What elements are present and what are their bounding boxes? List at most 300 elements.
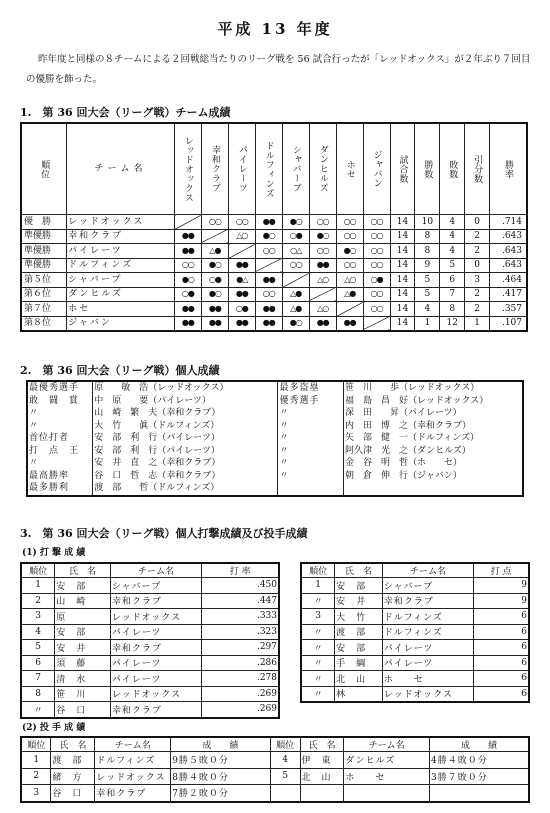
table-cell: 8勝４敗０分 [171,768,270,785]
table-cell: 渡 部 [51,752,95,769]
award-winner: 山 崎 繁 夫（幸和クラブ） [93,407,278,420]
table-row [301,609,529,625]
table-cell: パイレーツ [110,624,202,640]
match-result-cell: ●● [309,316,336,331]
table-cell: 〃 [301,593,335,609]
section-2-title: 2. 第 36 回大会（リーグ戦）個人成績 [20,364,220,377]
rank-cell: 準優勝 [21,229,67,244]
table-cell: .269 [202,702,279,718]
rank-cell: 第８位 [21,316,67,331]
match-result-cell [282,273,309,288]
table-cell: 9 [474,578,529,594]
award-winner: 福 島 昌 好（レッドオックス） [344,395,523,408]
table-row [301,671,529,687]
award-row [27,395,523,408]
table-cell: 5 [21,640,55,656]
stat-column-header: 敗数 [440,123,465,215]
match-result-cell [174,215,201,230]
table-cell: 5 [270,768,300,785]
table-cell: 安 部 [55,624,111,640]
column-header: 氏 名 [335,563,383,578]
match-result-cell: ●○ [201,258,228,273]
table-row [21,768,529,785]
intro-text: 昨年度と同様の８チームによる２回戦総当たりのリーグ戦を 56 試合行ったが「レッドオックス」が２年ぶり７回目の優勝を飾った。 [26,54,531,85]
table-cell: .323 [202,624,279,640]
award-title [278,482,344,496]
match-result-cell: ●● [255,273,282,288]
match-result-cell: ○○ [201,215,228,230]
table-cell: 6 [474,686,529,702]
stat-cell: 8 [440,302,465,317]
standings-row [21,215,527,230]
match-result-cell [363,316,390,331]
rank-cell: 準優勝 [21,258,67,273]
table-row [21,578,279,594]
match-result-cell: ○○ [174,258,201,273]
table-cell: 山 崎 [55,593,111,609]
stat-cell: 12 [440,316,465,331]
table-cell: 4勝４敗０分 [429,752,529,769]
award-winner: 安 井 直 之（幸和クラブ） [93,457,278,470]
award-title: 最優秀選手 [27,381,93,395]
table-cell: 7 [21,671,55,687]
table-cell: パイレーツ [382,655,473,671]
table-cell: 1 [301,578,335,594]
table-row [301,655,529,671]
table-row [21,752,529,769]
match-result-cell: ○○ [363,215,390,230]
table-cell: .333 [202,609,279,625]
table-cell: .278 [202,671,279,687]
table-cell: 幸和クラブ [110,702,202,718]
win-pct-cell: .714 [490,215,527,230]
table-cell: 谷 口 [55,702,111,718]
table-cell: レッドオックス [382,686,473,702]
award-title: 最多盗塁 [278,381,344,395]
table-row [301,640,529,656]
award-title: 首位打者 [27,432,93,445]
match-result-cell: ●● [309,258,336,273]
match-result-cell: ○○ [363,258,390,273]
table-cell: 〃 [301,624,335,640]
table-cell: 〃 [21,702,55,718]
stat-cell: 14 [390,287,415,302]
award-title: 〃 [278,457,344,470]
table-cell: 6 [474,640,529,656]
stat-column-header: 勝数 [415,123,440,215]
match-result-cell: △● [336,287,363,302]
table-cell: 安 井 [55,640,111,656]
stat-cell: 3 [465,273,490,288]
table-cell: .450 [202,578,279,594]
pitching-header [21,737,529,752]
match-result-cell: ●● [255,302,282,317]
match-result-cell: △○ [228,229,255,244]
stat-cell: 2 [465,302,490,317]
stat-cell: 5 [440,258,465,273]
team-column-header: ホセ [336,123,363,215]
match-result-cell: ●○ [174,273,201,288]
column-header: チーム名 [110,563,202,578]
award-title: 最高勝率 [27,470,93,483]
stat-cell: 8 [415,244,440,259]
award-winner: 渡 部 哲（ドルフィンズ） [93,482,278,496]
match-result-cell: ○○ [363,244,390,259]
stat-cell: 1 [465,316,490,331]
table-cell: 安 部 [55,578,111,594]
table-cell: .297 [202,640,279,656]
table-cell: 1 [21,578,55,594]
award-row [27,381,523,395]
table-cell: 安 部 [335,640,383,656]
table-cell: 7勝２敗０分 [171,785,270,802]
table-cell [270,785,300,802]
table-cell: 2 [21,768,51,785]
stat-cell: 7 [440,287,465,302]
win-pct-cell: .107 [490,316,527,331]
table-cell: ドルフィンズ [382,624,473,640]
team-column-header: ジャバン [363,123,390,215]
award-winner: 中 原 要（パイレーツ） [93,395,278,408]
team-cell: ホセ [67,302,175,317]
match-result-cell [336,302,363,317]
table-cell: 手 綱 [335,655,383,671]
standings-row [21,302,527,317]
stat-cell: 4 [440,229,465,244]
match-result-cell: ●△ [228,273,255,288]
team-column-header: 幸和クラブ [201,123,228,215]
award-title: 〃 [27,407,93,420]
win-pct-cell: .643 [490,229,527,244]
match-result-cell: ●● [201,316,228,331]
match-result-cell: ●● [174,229,201,244]
match-result-cell: ●● [228,287,255,302]
table-cell: 4 [270,752,300,769]
award-row [27,470,523,483]
award-row [27,482,523,496]
stat-cell: 0 [465,215,490,230]
match-result-cell: ●● [228,316,255,331]
standings-row [21,244,527,259]
match-result-cell: ○○ [255,244,282,259]
stat-column-header: 引分数 [465,123,490,215]
match-result-cell: ○○ [309,215,336,230]
match-result-cell [201,229,228,244]
match-result-cell: ○● [363,273,390,288]
table-cell: 9勝５敗０分 [171,752,270,769]
batting-subtitle: (1) 打 撃 成 績 [22,548,86,558]
standings-row [21,287,527,302]
stat-cell: 14 [390,244,415,259]
award-title: 最多勝利 [27,482,93,496]
award-title: 〃 [278,407,344,420]
rank-cell: 第５位 [21,273,67,288]
table-cell: 6 [474,624,529,640]
rank-cell: 第７位 [21,302,67,317]
win-pct-cell: .357 [490,302,527,317]
table-cell: 9 [474,593,529,609]
match-result-cell: △○ [309,302,336,317]
table-cell: 〃 [301,640,335,656]
stat-cell: 14 [390,302,415,317]
pitching-body [21,752,529,802]
match-result-cell: ○○ [363,302,390,317]
table-cell: シャバーブ [110,578,202,594]
table-cell: 林 [335,686,383,702]
match-result-cell: ●● [174,316,201,331]
award-title: 〃 [278,470,344,483]
table-cell: 安 井 [335,593,383,609]
match-result-cell [255,258,282,273]
team-column-header: シャバーブ [282,123,309,215]
award-row [27,432,523,445]
pitching-table [20,736,530,803]
stat-cell: 2 [465,244,490,259]
column-header: 打 点 [474,563,529,578]
table-cell: 6 [21,655,55,671]
stat-cell: 14 [390,229,415,244]
table-cell: 安 部 [335,578,383,594]
award-title: 〃 [278,420,344,433]
stat-column-header: 試合数 [390,123,415,215]
table-cell: 8 [21,686,55,702]
table-cell: 幸和クラブ [382,593,473,609]
match-result-cell: ●● [174,302,201,317]
award-winner [344,482,523,496]
team-column-header: パイレーツ [228,123,255,215]
table-cell: 6 [474,671,529,687]
award-winner: 安 部 利 行（パイレーツ） [93,432,278,445]
table-row [21,609,279,625]
team-column-header: ダンヒルズ [309,123,336,215]
team-column-header: レッドオックス [174,123,201,215]
column-header: チーム名 [95,737,171,752]
column-header: チーム名 [344,737,430,752]
table-cell: シャバーブ [382,578,473,594]
team-cell: ドルフィンズ [67,258,175,273]
batting-average-header [21,563,279,578]
match-result-cell: ○○ [363,287,390,302]
table-cell: 2 [21,593,55,609]
award-winner: 安 部 利 行（パイレーツ） [93,445,278,458]
win-pct-cell: .417 [490,287,527,302]
match-result-cell: ○○ [363,229,390,244]
table-cell: 3 [301,609,335,625]
table-cell [429,785,529,802]
win-pct-cell: .464 [490,273,527,288]
table-cell: .447 [202,593,279,609]
team-cell: パイレーツ [67,244,175,259]
table-cell [300,785,344,802]
award-winner: 内 田 博 之（幸和クラブ） [344,420,523,433]
stat-cell: 8 [415,229,440,244]
table-cell: ホ セ [382,671,473,687]
match-result-cell: ○● [282,229,309,244]
stat-cell: 4 [415,302,440,317]
column-header: 順位 [301,563,335,578]
table-row [21,593,279,609]
stat-cell: 5 [415,273,440,288]
stat-cell: 6 [440,273,465,288]
table-cell: 渡 部 [335,624,383,640]
table-cell: 須 藤 [55,655,111,671]
table-cell: 3 [21,785,51,802]
table-cell: パイレーツ [110,655,202,671]
table-row [21,671,279,687]
stat-cell: 4 [440,215,465,230]
stat-cell: 2 [465,229,490,244]
award-row [27,445,523,458]
column-header: 順位 [270,737,300,752]
stat-column-header: 勝率 [490,123,527,215]
pitching-subtitle: (2) 投 手 成 績 [22,723,86,733]
stat-cell: 4 [440,244,465,259]
stat-cell: 0 [465,258,490,273]
standings-header-row [21,123,527,215]
award-winner: 谷 口 哲 志（幸和クラブ） [93,470,278,483]
match-result-cell: ○● [201,273,228,288]
stat-cell: 14 [390,215,415,230]
match-result-cell: ●● [255,215,282,230]
win-pct-cell: .643 [490,244,527,259]
stat-cell: 5 [415,287,440,302]
table-cell: 〃 [301,655,335,671]
award-winner: 矢 部 健 一（ドルフィンズ） [344,432,523,445]
award-winner: 朝 倉 伸 行（ジャバン） [344,470,523,483]
match-result-cell: △○ [309,273,336,288]
column-header: 氏 名 [55,563,111,578]
match-result-cell: ●● [228,258,255,273]
rank-cell: 優 勝 [21,215,67,230]
award-title: 優秀選手 [278,395,344,408]
win-pct-cell: .643 [490,258,527,273]
match-result-cell: ●● [201,302,228,317]
table-row [21,785,529,802]
table-cell: ホ セ [344,768,430,785]
match-result-cell: ●● [174,244,201,259]
stat-cell: 14 [390,316,415,331]
match-result-cell: ●○ [336,244,363,259]
rank-header: 順位 [21,123,67,215]
award-winner: 原 敏 浩（レッドオックス） [93,381,278,395]
table-row [21,640,279,656]
table-cell [344,785,430,802]
stat-cell: 1 [415,316,440,331]
table-cell: 3勝７敗０分 [429,768,529,785]
table-cell: 谷 口 [51,785,95,802]
award-title: 〃 [27,420,93,433]
table-cell: 清 水 [55,671,111,687]
standings-row [21,316,527,331]
section-3-title: 3. 第 36 回大会（リーグ戦）個人打撃成績及び投手成績 [20,527,308,540]
standings-table [20,122,528,332]
table-cell: ダンヒルズ [344,752,430,769]
column-header: チーム名 [382,563,473,578]
match-result-cell: ●○ [201,287,228,302]
table-row [301,593,529,609]
award-title: 敢 闘 賞 [27,395,93,408]
stat-cell: 14 [390,258,415,273]
match-result-cell: ●○ [282,215,309,230]
table-cell: 幸和クラブ [110,593,202,609]
table-cell: レッドオックス [95,768,171,785]
award-title: 〃 [278,445,344,458]
table-cell: 緒 方 [51,768,95,785]
match-result-cell: ○○ [309,244,336,259]
match-result-cell: ○△ [282,244,309,259]
rbi-table [300,562,530,703]
match-result-cell: ○○ [282,258,309,273]
table-cell: レッドオックス [110,686,202,702]
stat-cell: 9 [415,258,440,273]
match-result-cell: ○○ [336,229,363,244]
table-row [21,702,279,718]
table-cell: 幸和クラブ [95,785,171,802]
match-result-cell: △○ [336,273,363,288]
team-cell: ダンヒルズ [67,287,175,302]
column-header: 氏 名 [51,737,95,752]
match-result-cell: △● [201,244,228,259]
match-result-cell [228,244,255,259]
table-cell: 6 [474,609,529,625]
table-cell: 大 竹 [335,609,383,625]
table-row [301,578,529,594]
award-title: 〃 [278,432,344,445]
table-cell: 〃 [301,671,335,687]
table-cell: 笹 川 [55,686,111,702]
table-cell: 4 [21,624,55,640]
batting-average-table [20,562,280,719]
team-cell: シャバーブ [67,273,175,288]
match-result-cell: ○○ [228,215,255,230]
column-header: 順位 [21,737,51,752]
table-cell: 〃 [301,686,335,702]
table-cell: .286 [202,655,279,671]
team-header: チーム名 [67,123,175,215]
match-result-cell: ●○ [309,229,336,244]
table-row [21,686,279,702]
match-result-cell: ○○ [336,215,363,230]
column-header: 順位 [21,563,55,578]
match-result-cell: ●● [255,316,282,331]
match-result-cell: ○● [228,302,255,317]
match-result-cell: ○○ [255,287,282,302]
stat-cell: 14 [390,273,415,288]
table-cell: 北 山 [335,671,383,687]
award-title: 打 点 王 [27,445,93,458]
award-winner: 深 田 昇（パイレーツ） [344,407,523,420]
table-cell: 6 [474,655,529,671]
awards-body [27,381,523,496]
column-header: 打 率 [202,563,279,578]
column-header: 成 績 [429,737,529,752]
section-1-title: 1. 第 36 回大会（リーグ戦）チーム成績 [20,106,231,119]
table-cell: 伊 東 [300,752,344,769]
match-result-cell: ●● [336,316,363,331]
award-row [27,420,523,433]
table-row [301,624,529,640]
standings-row [21,273,527,288]
batting-average-body [21,578,279,718]
match-result-cell: ○○ [336,258,363,273]
team-cell: レッドオックス [67,215,175,230]
table-row [21,655,279,671]
standings-row [21,258,527,273]
table-cell: 幸和クラブ [110,640,202,656]
team-cell: 幸和クラブ [67,229,175,244]
table-cell: 北 山 [300,768,344,785]
award-row [27,407,523,420]
